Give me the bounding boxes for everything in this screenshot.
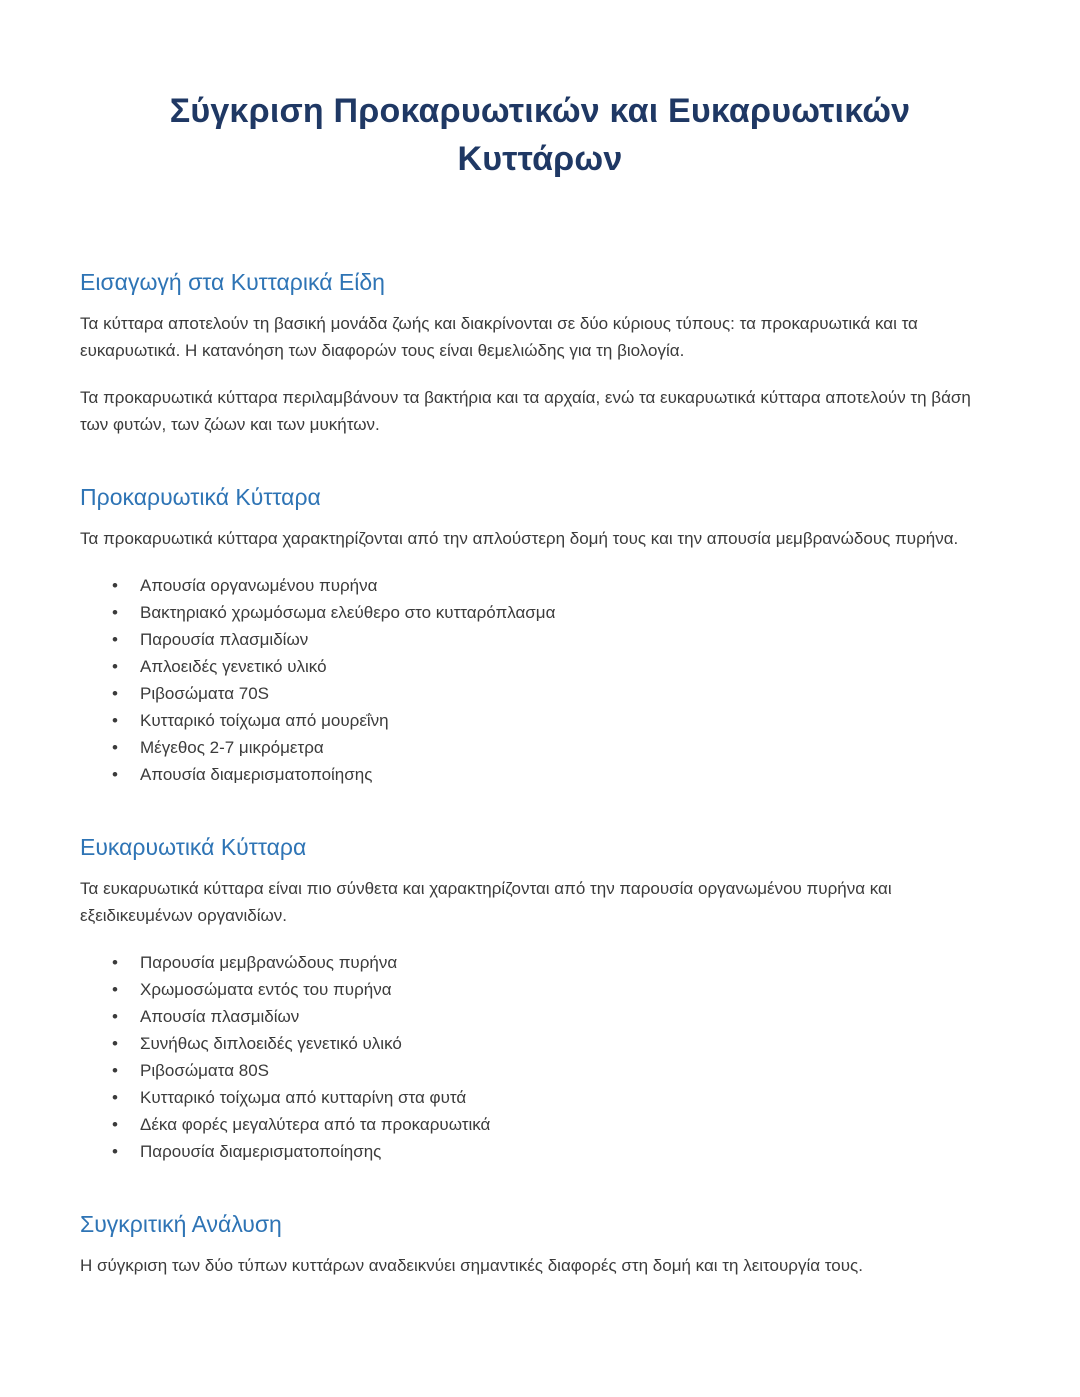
bullet-item: • Παρουσία διαμερισματοποίησης [80, 1138, 1000, 1165]
paragraph: Τα ευκαρυωτικά κύτταρα είναι πιο σύνθετα και χαρακτηρίζονται από την παρουσία οργανωμένου πυρήνα και εξειδικευμένων οργανιδίων. [80, 879, 892, 926]
document-title: Σύγκριση Προκαρυωτικών και Ευκαρυωτικών Κυττάρων [169, 92, 911, 178]
bullet-item: • Απλοειδές γενετικό υλικό [80, 653, 1000, 680]
bullet-item: • Ριβοσώματα 80S [80, 1057, 1000, 1084]
bullet-item: • Παρουσία μεμβρανώδους πυρήνα [80, 949, 1000, 976]
section-prokaryotic-cells [80, 484, 1000, 788]
bullet-item: • Χρωμοσώματα εντός του πυρήνα [80, 976, 1000, 1003]
prokaryotic-bullet-list [80, 572, 1000, 788]
bullet-item: • Μέγεθος 2-7 μικρόμετρα [80, 734, 1000, 761]
bullet-item: • Ριβοσώματα 70S [80, 680, 1000, 707]
paragraph: Η σύγκριση των δύο τύπων κυττάρων αναδεικνύει σημαντικές διαφορές στη δομή και τη λειτουργία τους. [80, 1256, 863, 1276]
bullet-item: • Παρουσία πλασμιδίων [80, 626, 1000, 653]
paragraph: Τα προκαρυωτικά κύτταρα χαρακτηρίζονται από την απλούστερη δομή τους και την απουσία μεμβρανώδους πυρήνα. [80, 529, 959, 549]
section-introduction [80, 269, 1000, 438]
bullet-item: • Κυτταρικό τοίχωμα από μουρεΐνη [80, 707, 1000, 734]
section-comparative-analysis [80, 1211, 1000, 1279]
section-heading-comparative: Συγκριτική Ανάλυση [80, 1211, 282, 1238]
section-heading-prokaryotic: Προκαρυωτικά Κύτταρα [80, 484, 321, 511]
section-eukaryotic-cells [80, 834, 1000, 1165]
bullet-item: • Απουσία οργανωμένου πυρήνα [80, 572, 1000, 599]
bullet-item: • Απουσία πλασμιδίων [80, 1003, 1000, 1030]
paragraph: Τα προκαρυωτικά κύτταρα περιλαμβάνουν τα βακτήρια και τα αρχαία, ενώ τα ευκαρυωτικά κύτταρα αποτελούν τη βάση των φυτών, των ζώων και των μυκήτων. [80, 388, 971, 435]
paragraph: Τα κύτταρα αποτελούν τη βασική μονάδα ζωής και διακρίνονται σε δύο κύριους τύπους: τα προκαρυωτικά και τα ευκαρυωτικά. Η κατανόηση των διαφορών τους είναι θεμελιώδης για τη βιολογία. [80, 314, 918, 361]
bullet-item: • Δέκα φορές μεγαλύτερα από τα προκαρυωτικά [80, 1111, 1000, 1138]
bullet-item: • Απουσία διαμερισματοποίησης [80, 761, 1000, 788]
section-heading-introduction: Εισαγωγή στα Κυτταρικά Είδη [80, 269, 385, 296]
section-heading-eukaryotic: Ευκαρυωτικά Κύτταρα [80, 834, 307, 861]
bullet-item: • Κυτταρικό τοίχωμα από κυτταρίνη στα φυτά [80, 1084, 1000, 1111]
bullet-item: • Βακτηριακό χρωμόσωμα ελεύθερο στο κυτταρόπλασμα [80, 599, 1000, 626]
bullet-item: • Συνήθως διπλοειδές γενετικό υλικό [80, 1030, 1000, 1057]
eukaryotic-bullet-list [80, 949, 1000, 1165]
